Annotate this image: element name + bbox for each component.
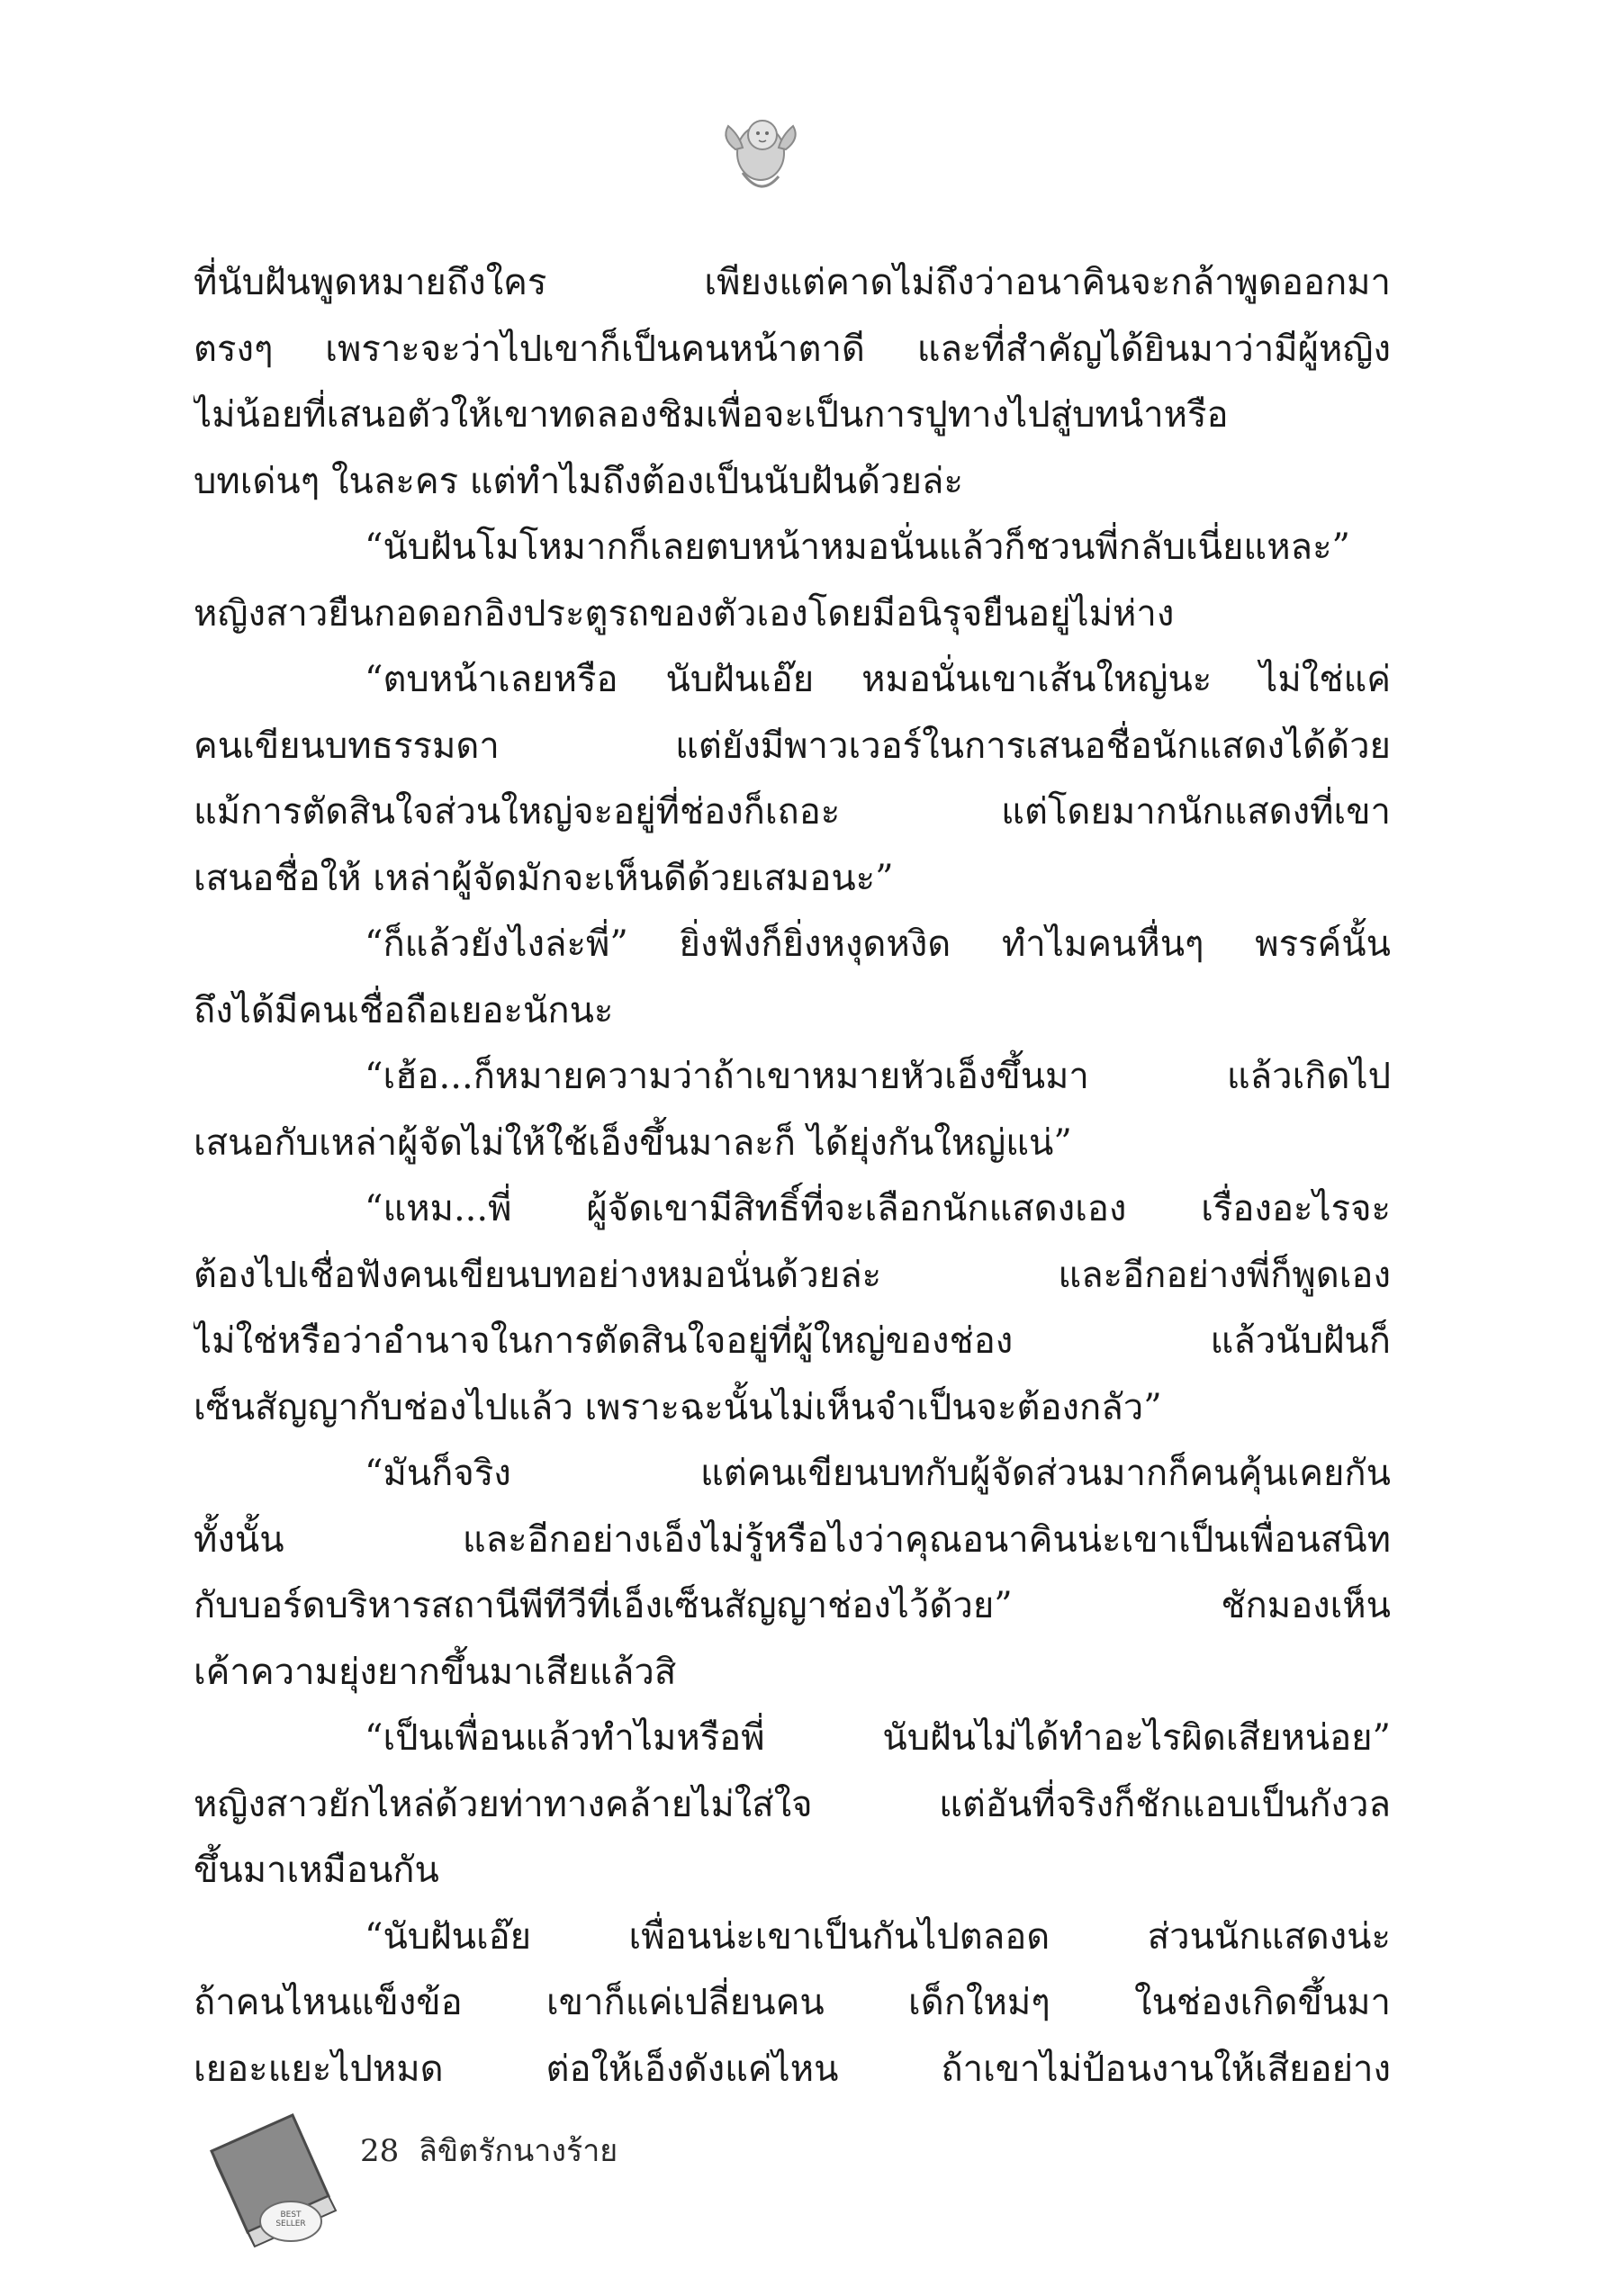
- text-line: “ตบหน้าเลยหรือ นับฝันเอ๊ย หมอนั่นเขาเส้นใหญ่นะ ไม่ใช่แค่: [365, 659, 1391, 700]
- text-line: “แหม...พี่ ผู้จัดเขามีสิทธิ์ที่จะเลือกนักแสดงเอง เรื่องอะไรจะ: [365, 1188, 1391, 1229]
- text-line: ต้องไปเชื่อฟังคนเขียนบทอย่างหมอนั่นด้วยล่ะ และอีกอย่างพี่ก็พูดเอง: [194, 1254, 1391, 1296]
- text-line: “มันก็จริง แต่คนเขียนบทกับผู้จัดส่วนมากก็คนคุ้นเคยกัน: [365, 1453, 1391, 1494]
- text-line: “ก็แล้วยังไงล่ะพี่” ยิ่งฟังก็ยิ่งหงุดหงิด ทำไมคนหื่นๆ พรรค์นั้น: [365, 923, 1391, 965]
- text-line: เซ็นสัญญากับช่องไปแล้ว เพราะฉะนั้นไม่เห็นจำเป็นจะต้องกลัว”: [194, 1386, 1162, 1428]
- text-line: คนเขียนบทธรรมดา แต่ยังมีพาวเวอร์ในการเสนอชื่อนักแสดงได้ด้วย: [194, 725, 1391, 767]
- text-line: หญิงสาวยักไหล่ด้วยท่าทางคล้ายไม่ใส่ใจ แต่อันที่จริงก็ชักแอบเป็นกังวล: [194, 1783, 1391, 1825]
- text-line: เสนอกับเหล่าผู้จัดไม่ให้ใช้เอ็งขึ้นมาละก็ ได้ยุ่งกันใหญ่แน่”: [194, 1121, 1072, 1164]
- text-line: ถึงได้มีคนเชื่อถือเยอะนักนะ: [194, 989, 614, 1031]
- text-line: ที่นับฝันพูดหมายถึงใคร เพียงแต่คาดไม่ถึงว่าอนาคินจะกล้าพูดออกมา: [194, 262, 1391, 303]
- text-line: “นับฝันเอ๊ย เพื่อนน่ะเขาเป็นกันไปตลอด ส่วนนักแสดงน่ะ: [365, 1915, 1391, 1958]
- cherub-icon: [716, 108, 806, 207]
- text-line: กับบอร์ดบริหารสถานีพีทีวีที่เอ็งเซ็นสัญญาช่องไว้ด้วย” ชักมองเห็น: [194, 1585, 1391, 1626]
- text-line: “นับฝันโมโหมากก็เลยตบหน้าหมอนั่นแล้วก็ชวนพี่กลับเนี่ยแหละ”: [365, 527, 1350, 568]
- text-line: เค้าความยุ่งยากขึ้นมาเสียแล้วสิ: [194, 1651, 677, 1693]
- text-line: บทเด่นๆ ในละคร แต่ทำไมถึงต้องเป็นนับฝันด้วยล่ะ: [194, 460, 963, 502]
- text-line: ทั้งนั้น และอีกอย่างเอ็งไม่รู้หรือไงว่าคุณอนาคินน่ะเขาเป็นเพื่อนสนิท: [194, 1518, 1391, 1561]
- text-line: ขึ้นมาเหมือนกัน: [194, 1850, 439, 1891]
- text-line: ตรงๆ เพราะจะว่าไปเขาก็เป็นคนหน้าตาดี และที่สำคัญได้ยินมาว่ามีผู้หญิง: [194, 328, 1391, 370]
- book-icon: [194, 2097, 365, 2259]
- text-line: แม้การตัดสินใจส่วนใหญ่จะอยู่ที่ช่องก็เถอะ แต่โดยมากนักแสดงที่เขา: [194, 791, 1391, 833]
- body-text: [194, 250, 1391, 2102]
- text-line: เยอะแยะไปหมด ต่อให้เอ็งดังแค่ไหน ถ้าเขาไม่ป้อนงานให้เสียอย่าง: [194, 2048, 1391, 2090]
- text-line: หญิงสาวยืนกอดอกอิงประตูรถของตัวเองโดยมีอนิรุจยืนอยู่ไม่ห่าง: [194, 592, 1175, 635]
- text-line: ถ้าคนไหนแข็งข้อ เขาก็แค่เปลี่ยนคน เด็กใหม่ๆ ในช่องเกิดขึ้นมา: [194, 1982, 1391, 2023]
- best-seller-badge: BEST SELLER: [275, 2210, 306, 2228]
- text-line: ไม่น้อยที่เสนอตัวให้เขาทดลองชิมเพื่อจะเป็นการปูทางไปสู่บทนำหรือ: [194, 394, 1229, 436]
- text-line: ไม่ใช่หรือว่าอำนาจในการตัดสินใจอยู่ที่ผู้ใหญ่ของช่อง แล้วนับฝันก็: [194, 1320, 1391, 1362]
- text-line: “เฮ้อ...ก็หมายความว่าถ้าเขาหมายหัวเอ็งขึ้นมา แล้วเกิดไป: [365, 1056, 1391, 1097]
- page-number: 28: [360, 2133, 400, 2169]
- text-line: “เป็นเพื่อนแล้วทำไมหรือพี่ นับฝันไม่ได้ทำอะไรผิดเสียหน่อย”: [365, 1717, 1391, 1759]
- text-line: เสนอชื่อให้ เหล่าผู้จัดมักจะเห็นดีด้วยเสมอนะ”: [194, 857, 894, 899]
- book-title: ลิขิตรักนางร้าย: [419, 2133, 618, 2169]
- page-footer: [194, 2097, 734, 2259]
